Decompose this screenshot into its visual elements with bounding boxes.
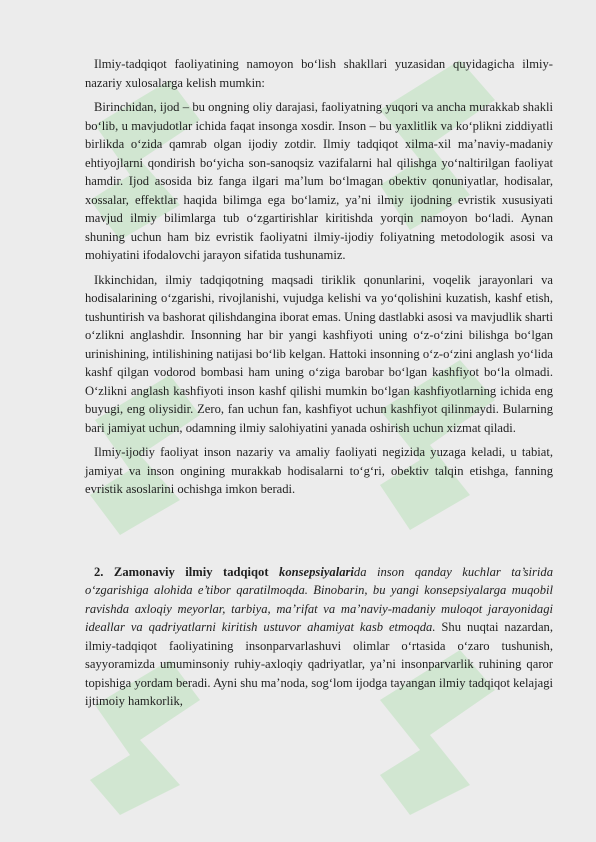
document-body [85, 55, 553, 717]
section-term: konsepsiyalari [279, 564, 354, 579]
section-term-suffix: da [353, 564, 367, 579]
paragraph-intro: Ilmiy-tadqiqot faoliyatining namoyon bo‘lish shakllari yuzasidan quyidagicha ilmiy-nazariy xulosalarga kelish mumkin: [85, 57, 553, 90]
section-heading: 2. Zamonaviy ilmiy tadqiqot [94, 564, 269, 579]
section-spacer [85, 505, 553, 563]
paragraph-conclusion: Ilmiy-ijodiy faoliyat inson nazariy va amaliy faoliyati negizida yuzaga keladi, u tabiat, jamiyat va inson ongining murakkab hodisalarni to‘g‘ri, obektiv talqin etishga, fanning evristik asoslarini ochishga imkon beradi. [85, 445, 553, 496]
section-italic-text: inson qanday kuchlar ta’sirida o‘zgarishiga alohida e’tibor qaratilmoqda. Binobarin, bu yangi konsepsiyalarga muqobil ravishda axloqiy meyorlar, tarbiya, ma’rifat va ma’naviy-madaniy muloqot jarayonidagi ideallar va qadriyatlarni kiritish ustuvor ahamiyat kasb etmoqda. [85, 564, 554, 634]
paragraph-first: Birinchidan, ijod – bu ongning oliy darajasi, faoliyatning yuqori va ancha murakkab shakli bo‘lib, u mavjudotlar ichida faqat insonga xosdir. Inson – bu yaxlitlik va ko‘plikni ziddiyatli birlikda o‘zida qamrab olgan ijodiy zotdir. Ilmiy tadqiqot xilma-xil ma’naviy-madaniy ehtiyojlarni qondirish bo‘yicha son-sanoqsiz vazifalarni hal qilishga yo‘naltirilgan faoliyat hamdir. Ijod asosida biz fanga ilgari ma’lum bo‘lmagan obektiv qonuniyatlar, hodisalar, xossalar, effektlar haqida bilimga ega bo‘lamiz, ya’ni ilmiy ijodning evristik xususiyati mavjud ilmiy bilimlarga tub o‘zgartirishlar kiritishda yorqin namoyon bo‘ladi. Aynan shuning uchun ham biz evristik faoliyatni ilmiy-ijodiy foliyatning metodologik asosi va mohiyatini ifodalovchi jarayon sifatida tushunamiz. [85, 100, 553, 262]
section-2-paragraph [85, 563, 553, 711]
section-regular-text: Shu nuqtai nazardan, ilmiy-tadqiqot faoliyatining insonparvarlashuvi olimlar o‘rtasida o‘zaro tushunish, sayyoramizda umuminsoniy ruhiy-axloqiy qadriyatlar, ya’ni insonparvarlik ruhining qaror topishiga yordam beradi. Ayni shu ma’noda, sog‘lom ijodga tayangan ilmiy tadqiqot kelajagi ijtimoiy hamkorlik, [85, 620, 553, 708]
paragraph-second: Ikkinchidan, ilmiy tadqiqotning maqsadi tiriklik qonunlarini, voqelik jarayonlari va hodisalarining o‘zgarishi, rivojlanishi, vujudga kelishi va yo‘qolishini kuzatish, kashf etish, tushuntirish va bashorat qilishdangina iborat emas. Uning dastlabki asosi va mavjudlik sharti o‘zlikni anglashdir. Insonning har bir yangi kashfiyoti uning o‘z-o‘zini bilishga bo‘lgan urinishining, intilishining natijasi bo‘lib kelgan. Hattoki insonning o‘z-o‘zini anglash yo‘lida kashf qilgan vodorod bombasi ham uning o‘ziga barobar bo‘lgan kashfiyot bo‘la olmadi. O‘zlikni anglash kashfiyoti inson kashf qilishi mumkin bo‘lgan kashfiyotlarning ichida eng buyugi, eng oliysidir. Zero, fan uchun fan, kashfiyot uchun kashfiyot qilinmaydi. Bularning bari jamiyat uchun, odamning ilmiy salohiyatini yanada oshirish uchun xizmat qiladi. [85, 272, 553, 435]
